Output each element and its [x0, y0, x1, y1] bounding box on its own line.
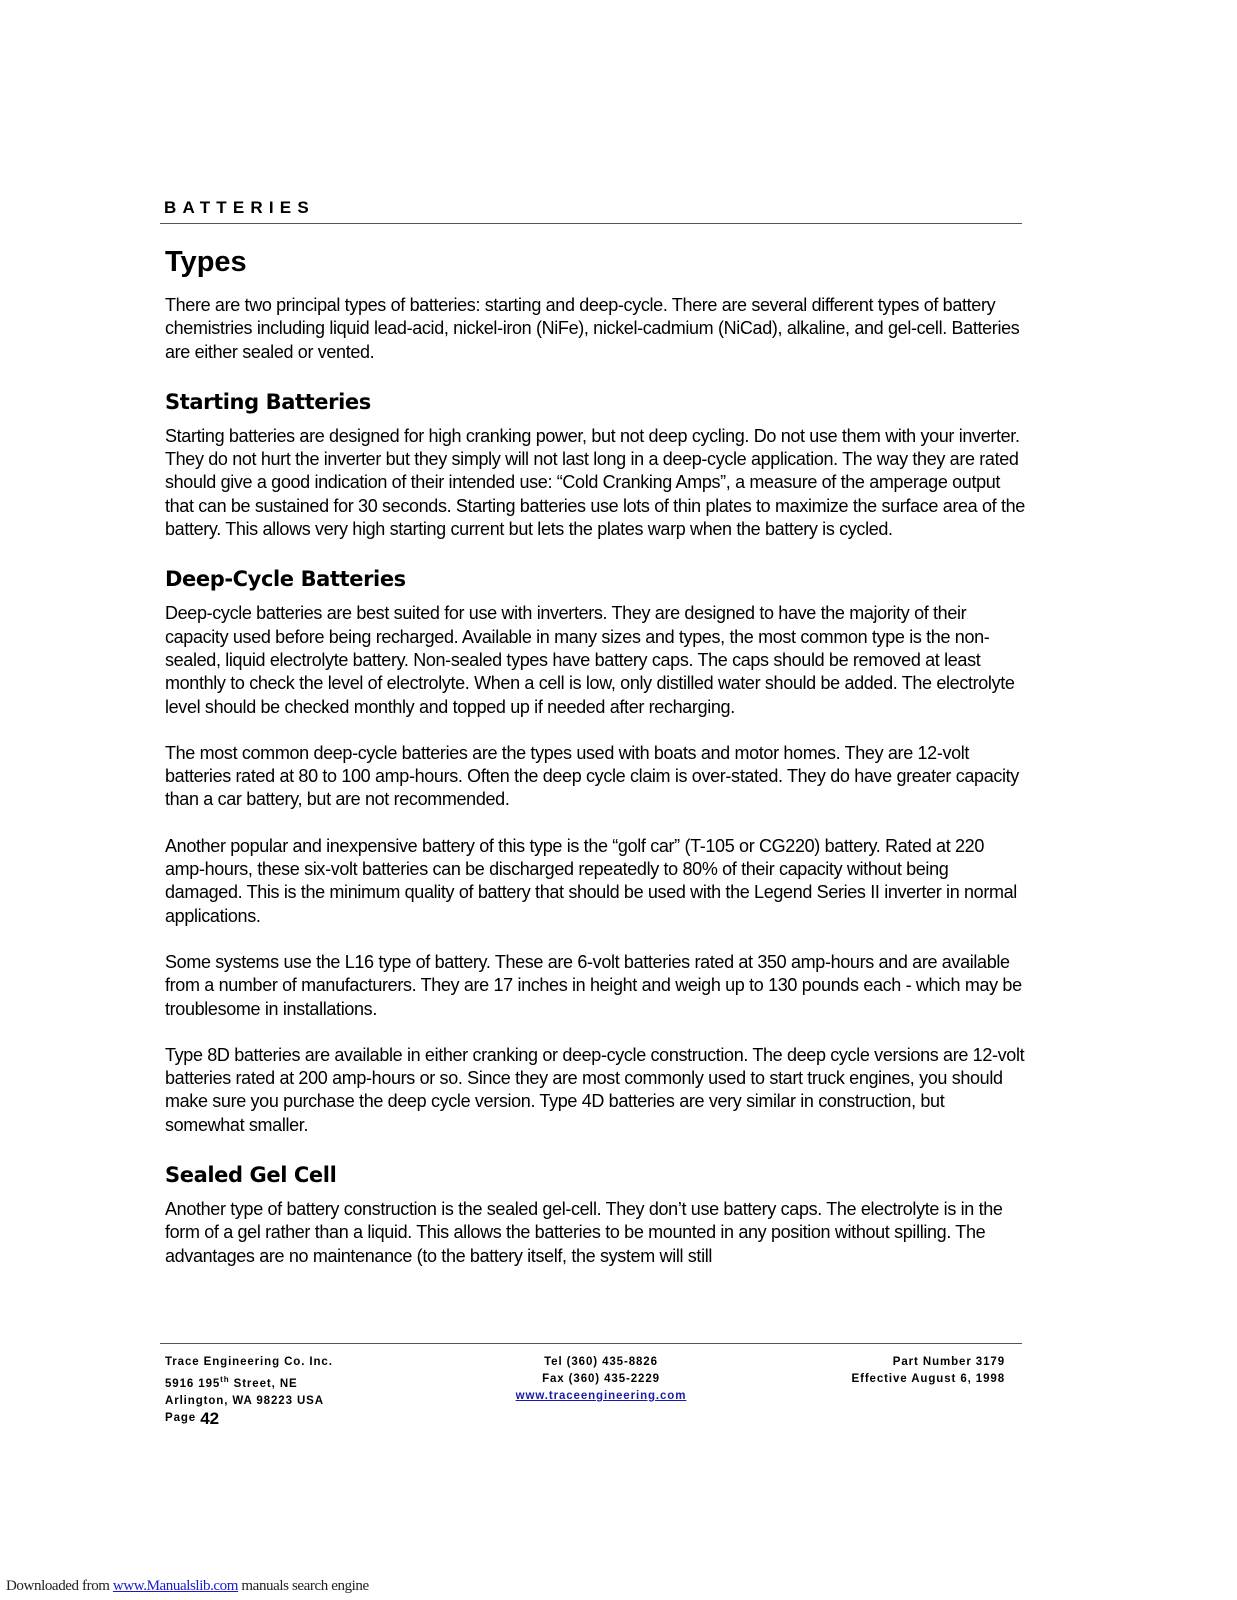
part-number: Part Number 3179: [892, 1356, 1005, 1368]
paragraph: Some systems use the L16 type of battery. These are 6-volt batteries rated at 350 amp-hours and are available from a number of manufacturers. They are 17 inches in height and weigh up to 130 pounds each - which may be troublesome in installations.: [165, 951, 1022, 1019]
paragraph: Another type of battery construction is the sealed gel-cell. They don’t use battery caps. The electrolyte is in the form of a gel rather than a liquid. This allows the batteries to be mounted in any position without spilling. The advantages are no maintenance (to the battery itself, the system will still: [165, 1199, 1003, 1266]
footer-document-info: [852, 1354, 1005, 1388]
company-name: Trace Engineering Co. Inc.: [165, 1356, 333, 1368]
download-source-bar: Downloaded from www.Manualslib.com manuals search engine: [6, 1578, 369, 1594]
section-label: BATTERIES: [164, 198, 315, 217]
paragraph: Another popular and inexpensive battery of this type is the “golf car” (T-105 or CG220) battery. Rated at 220 amp-hours, these six-volt batteries can be discharged repeatedly to 80% of their capacity without being damaged. This is the minimum quality of battery that should be used with the Legend Series II inverter in normal applications.: [165, 835, 1017, 926]
heading-deep-cycle-batteries: Deep-Cycle Batteries: [165, 567, 406, 592]
effective-date: Effective August 6, 1998: [851, 1373, 1005, 1385]
heading-sealed-gel-cell: Sealed Gel Cell: [165, 1163, 337, 1188]
street-address: 5916 195th Street, NE: [165, 1375, 298, 1390]
footer-rule: [160, 1343, 1022, 1344]
header-rule: [160, 223, 1022, 224]
footer-address: [165, 1354, 333, 1427]
fax: Fax (360) 435-2229: [542, 1373, 660, 1385]
city-address: Arlington, WA 98223 USA: [165, 1394, 324, 1407]
paragraph: The most common deep-cycle batteries are the types used with boats and motor homes. They are 12-volt batteries rated at 80 to 100 amp-hours. Often the deep cycle claim is over-stated. They do have greater capacity than a car battery, but are not recommended.: [165, 742, 1019, 810]
page-label: Page: [165, 1411, 197, 1424]
intro-paragraph: There are two principal types of batteries: starting and deep-cycle. There are several different types of battery chemistries including liquid lead-acid, nickel-iron (NiFe), nickel-cadmium (NiCad), alkaline, and gel-cell. Batteries are either sealed or vented.: [165, 295, 1020, 362]
website-link[interactable]: www.traceengineering.com: [515, 1390, 687, 1402]
paragraph: Starting batteries are designed for high cranking power, but not deep cycling. Do not use them with your inverter. They do not hurt the inverter but they simply will not last long in a deep-cycle application. The way they are rated should give a good indication of their intended use: “Cold Cranking Amps”, a measure of the amperage output that can be sustained for 30 seconds. Starting batteries use lots of thin plates to maximize the surface area of the battery. This allows very high starting current but lets the plates warp when the battery is cycled.: [165, 425, 1025, 540]
paragraph: Type 8D batteries are available in either cranking or deep-cycle construction. The deep cycle versions are 12-volt batteries rated at 200 amp-hours or so. Since they are most commonly used to start truck engines, you should make sure you purchase the deep cycle version. Type 4D batteries are very similar in construction, but somewhat smaller.: [165, 1044, 1025, 1135]
manualslib-link[interactable]: www.Manualslib.com: [112, 1578, 239, 1594]
page-title: Types: [165, 246, 247, 278]
paragraph: Deep-cycle batteries are best suited for use with inverters. They are designed to have the majority of their capacity used before being recharged. Available in many sizes and types, the most common type is the non-sealed, liquid electrolyte battery. Non-sealed types have battery caps. The caps should be removed at least monthly to check the level of electrolyte. When a cell is low, only distilled water should be added. The electrolyte level should be checked monthly and topped up if needed after recharging.: [165, 603, 1015, 717]
telephone: Tel (360) 435-8826: [544, 1356, 658, 1368]
heading-starting-batteries: Starting Batteries: [165, 389, 371, 414]
page-content: [165, 244, 1025, 1291]
page-number: 42: [200, 1408, 220, 1428]
footer-contact: [491, 1354, 711, 1405]
page-indicator: [165, 1410, 333, 1427]
